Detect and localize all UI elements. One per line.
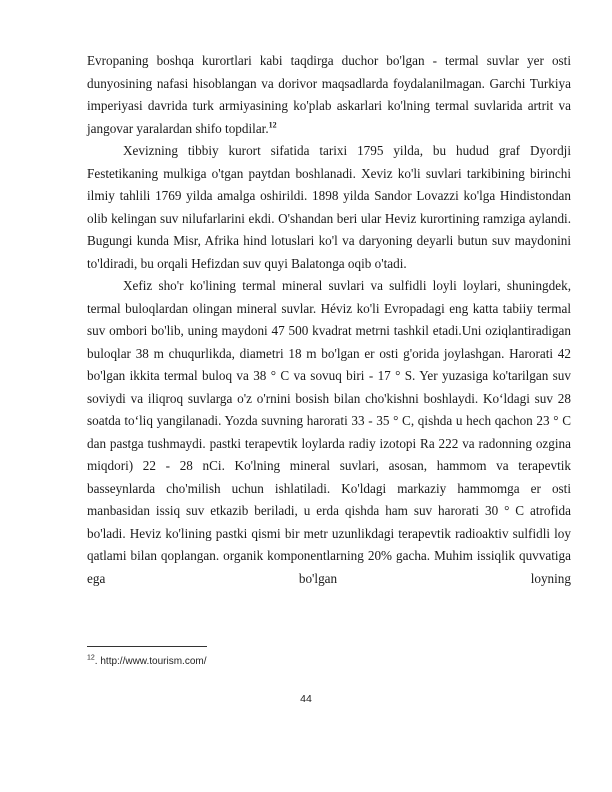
footnote-reference[interactable]: 12	[268, 120, 277, 130]
body-text	[87, 50, 571, 590]
footnote-text[interactable]: . http://www.tourism.com/	[94, 656, 207, 667]
paragraph-1-text: Evropaning boshqa kurortlari kabi taqdirga duchor bo'lgan - termal suvlar yer osti dunyosining nafasi hisoblangan va dorivor maqsadlarda foydalanilmagan. Garchi Turkiya imperiyasi davrida turk armiyasining ko'plab askarlari ko'lning termal suvlarida artrit va jangovar yaralardan shifo topdilar.	[87, 53, 571, 136]
page-number: 44	[300, 693, 312, 705]
footnote-separator	[87, 646, 207, 647]
footnote-number: 12	[87, 654, 95, 662]
paragraph-1	[87, 50, 571, 140]
paragraph-2: Xevizning tibbiy kurort sifatida tarixi 1795 yilda, bu hudud graf Dyordji Festetikaning mulkiga o'tgan paytdan boshlanadi. Xeviz ko'li suvlari tarkibining birinchi ilmiy tahlili 1769 yilda amalga oshirildi. 1898 yilda Sandor Lovazzi ko'lga Hindistondan olib kelingan suv nilufarlarini ekdi. O'shandan beri ular Heviz kurortining ramziga aylandi. Bugungi kunda Misr, Afrika hind lotuslari ko'l va daryoning deyarli butun suv maydonini to'ldiradi, bu orqali Hefizdan suv quyi Balatonga oqib o'tadi.	[87, 143, 571, 271]
paragraph-3: Xefiz sho'r ko'lining termal mineral suvlari va sulfidli loyli loylari, shuningdek, termal buloqlardan olingan mineral suvlar. Héviz ko'li Evropadagi eng katta tabiiy termal suv ombori bo'lib, uning maydoni 47 500 kvadrat metrni tashkil etadi.Uni oziqlantiradigan buloqlar 38 m chuqurlikda, diametri 18 m bo'lgan er osti g'orida joylashgan. Harorati 42 bo'lgan ikkita termal buloq va 38 ° C va sovuq biri - 17 ° S. Yer yuzasiga ko'tarilgan suv soviydi va iliqroq suvlarga o'z o'rnini bosish bilan cho'kishni boshlaydi. Ko‘ldagi suv 28 soatda to‘liq yangilanadi. Yozda suvning harorati 33 - 35 ° C, qishda u hech qachon 23 ° C dan pastga tushmaydi. pastki terapevtik loylarda radiy izotopi Ra 222 va radonning ozgina miqdori) 22 - 28 nCi. Ko'lning mineral suvlari, asosan, hammom va terapevtik basseynlarda cho'milish uchun ishlatiladi. Ko'ldagi markaziy hammomga er osti manbasidan issiq suv etkazib beriladi, u erda qishda ham suv harorati 30 ° C atrofida bo'ladi. Heviz ko'lining pastki qismi bir metr uzunlikdagi terapevtik radioaktiv sulfidli loy qatlami bilan qoplangan. organik komponentlarning 20% gacha. Muhim issiqlik quvvatiga ega bo'lgan loyning	[87, 278, 571, 586]
footnote	[87, 656, 207, 667]
